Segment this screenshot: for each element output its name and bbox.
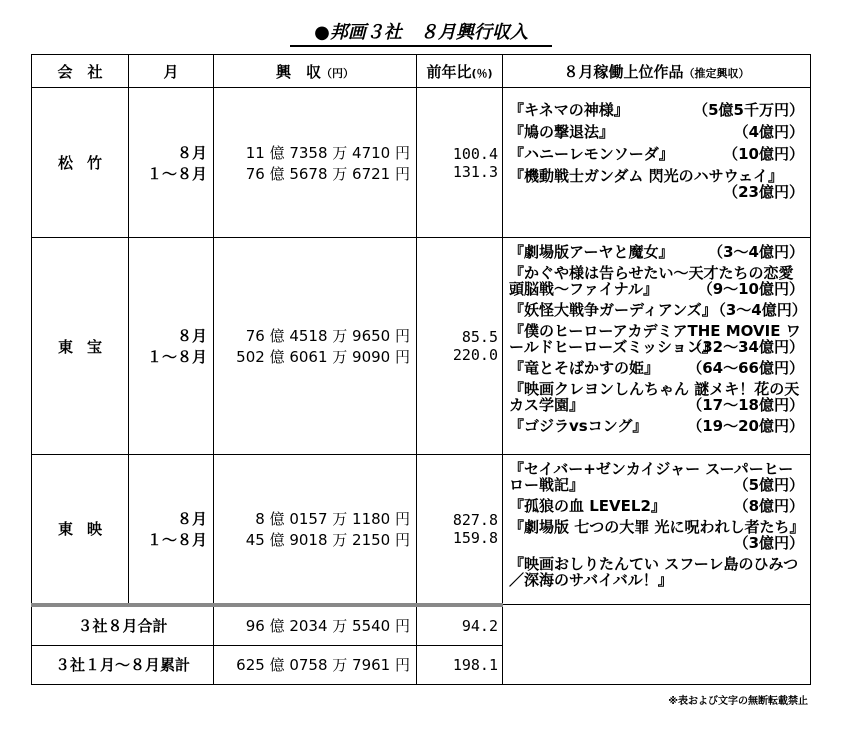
work-title: 『僕のヒーローアカデミアTHE MOVIE ワールドヒーローズミッション』	[509, 322, 801, 356]
header-yoy-unit: (％)	[471, 66, 493, 80]
header-works-unit: （推定興収）	[683, 66, 750, 80]
ytd-revenue: 502 億 6061 万 9090 円	[236, 348, 410, 366]
work-item	[509, 381, 804, 413]
work-amount: （3億円）	[733, 534, 804, 552]
works-cell	[503, 455, 811, 605]
ytd-label: １～８月	[146, 348, 207, 366]
work-item	[509, 124, 804, 140]
aug-revenue: 11 億 7358 万 4710 円	[245, 143, 410, 162]
ytd-yoy: 159.8	[452, 528, 498, 547]
work-amount: （23億円）	[723, 183, 804, 201]
header-revenue-label: 興 収	[275, 62, 321, 81]
total-row-aug	[32, 605, 811, 646]
ytd-revenue: 76 億 5678 万 6721 円	[245, 164, 410, 183]
work-title: 『キネマの神様』	[509, 101, 629, 119]
work-title: 『ハニーレモンソーダ』	[509, 145, 674, 163]
header-company-label: 会 社	[57, 62, 103, 81]
work-item	[509, 301, 807, 319]
work-amount: （32～34億円）	[687, 338, 804, 356]
work-title: 『セイバー+ゼンカイジャー スーパーヒーロー戦記』	[509, 460, 794, 494]
work-title: 『映画クレヨンしんちゃん 謎メキ！花の天カス学園』	[509, 380, 800, 414]
revenue-table	[31, 54, 811, 685]
work-title: 『映画おしりたんてい スフーレ島のひみつ／深海のサバイバル！』	[509, 555, 799, 589]
total-revenue: 625 億 0758 万 7961 円	[214, 645, 417, 684]
month-cell	[129, 88, 214, 238]
aug-yoy: 827.8	[452, 510, 498, 529]
header-month	[129, 55, 214, 88]
aug-label: ８月	[176, 509, 207, 528]
work-amount: （64～66億円）	[687, 359, 804, 377]
work-item	[509, 498, 804, 514]
ytd-label: １～８月	[146, 164, 207, 183]
company-row-toei	[32, 455, 811, 605]
aug-yoy: 100.4	[452, 144, 498, 163]
company-row-toho	[32, 238, 811, 455]
work-title: 『ゴジラvsコング』	[509, 417, 648, 435]
work-amount: （3～4億円）	[708, 243, 804, 261]
work-item	[509, 146, 804, 162]
work-item	[509, 418, 804, 434]
works-cell	[503, 238, 811, 455]
work-title: 『妖怪大戦争ガーディアンズ』	[509, 301, 717, 319]
company-name: 東宝	[32, 238, 129, 455]
work-title: 『劇場版 七つの大罪 光に呪われし者たち』	[509, 518, 805, 536]
work-title: 『劇場版アーヤと魔女』	[509, 243, 674, 261]
total-revenue: 96 億 2034 万 5540 円	[214, 605, 417, 646]
ytd-label: １～８月	[146, 530, 207, 549]
yoy-cell	[417, 455, 503, 605]
header-revenue	[214, 55, 417, 88]
work-item	[509, 323, 804, 355]
yoy-cell	[417, 88, 503, 238]
company-row-shochiku	[32, 88, 811, 238]
header-yoy	[417, 55, 503, 88]
revenue-cell	[214, 88, 417, 238]
work-amount: （5億5千万円）	[693, 101, 804, 119]
work-title: 『孤狼の血 LEVEL2』	[509, 497, 666, 515]
work-item	[509, 556, 804, 588]
yoy-cell	[417, 238, 503, 455]
header-row	[32, 55, 811, 88]
header-yoy-label: 前年比	[426, 62, 472, 81]
work-amount: （4億円）	[733, 123, 804, 141]
work-item	[509, 265, 804, 297]
work-item	[509, 168, 804, 200]
work-amount: （10億円）	[723, 145, 804, 163]
work-amount: （5億円）	[733, 476, 804, 494]
work-amount: （9～10億円）	[697, 280, 804, 298]
work-amount: （8億円）	[733, 497, 804, 515]
company-name: 松竹	[32, 88, 129, 238]
aug-revenue: 76 億 4518 万 9650 円	[245, 327, 410, 345]
work-item	[509, 102, 804, 118]
aug-revenue: 8 億 0157 万 1180 円	[255, 509, 410, 528]
work-amount: （17～18億円）	[687, 396, 804, 414]
work-title: 『機動戦士ガンダム 閃光のハサウェイ』	[509, 167, 784, 185]
aug-label: ８月	[176, 327, 207, 345]
header-month-label: 月	[163, 62, 179, 81]
header-works-label: ８月稼働上位作品	[563, 62, 684, 81]
work-title: 『鳩の撃退法』	[509, 123, 615, 141]
ytd-yoy: 131.3	[452, 162, 498, 181]
copyright-note: ※表および文字の無断転載禁止	[668, 696, 808, 707]
work-item	[509, 461, 804, 493]
revenue-cell	[214, 238, 417, 455]
aug-yoy: 85.5	[461, 328, 498, 346]
total-yoy: 94.2	[417, 605, 503, 646]
header-company	[32, 55, 129, 88]
total-blank-cell	[503, 605, 811, 685]
month-cell	[129, 455, 214, 605]
work-amount: （3～4億円）	[710, 301, 807, 319]
work-item	[509, 244, 804, 260]
ytd-yoy: 220.0	[452, 346, 498, 364]
ytd-revenue: 45 億 9018 万 2150 円	[245, 530, 410, 549]
work-title: 『竜とそばかすの姫』	[509, 359, 660, 377]
month-cell	[129, 238, 214, 455]
company-name: 東映	[32, 455, 129, 605]
total-label: ３社８月合計	[32, 605, 214, 646]
work-item	[509, 360, 804, 376]
work-title: 『かぐや様は告らせたい～天才たちの恋愛頭脳戦～ファイナル』	[509, 264, 794, 298]
page-title	[0, 18, 842, 44]
work-amount: （19～20億円）	[687, 417, 804, 435]
revenue-cell	[214, 455, 417, 605]
work-item	[509, 519, 804, 551]
header-revenue-unit: （円）	[321, 66, 354, 80]
aug-label: ８月	[176, 143, 207, 162]
total-label: ３社１月～８月累計	[32, 645, 214, 684]
header-works	[503, 55, 811, 88]
works-cell	[503, 88, 811, 238]
title-text: ●邦画３社 ８月興行収入	[290, 22, 552, 47]
total-yoy: 198.1	[417, 645, 503, 684]
